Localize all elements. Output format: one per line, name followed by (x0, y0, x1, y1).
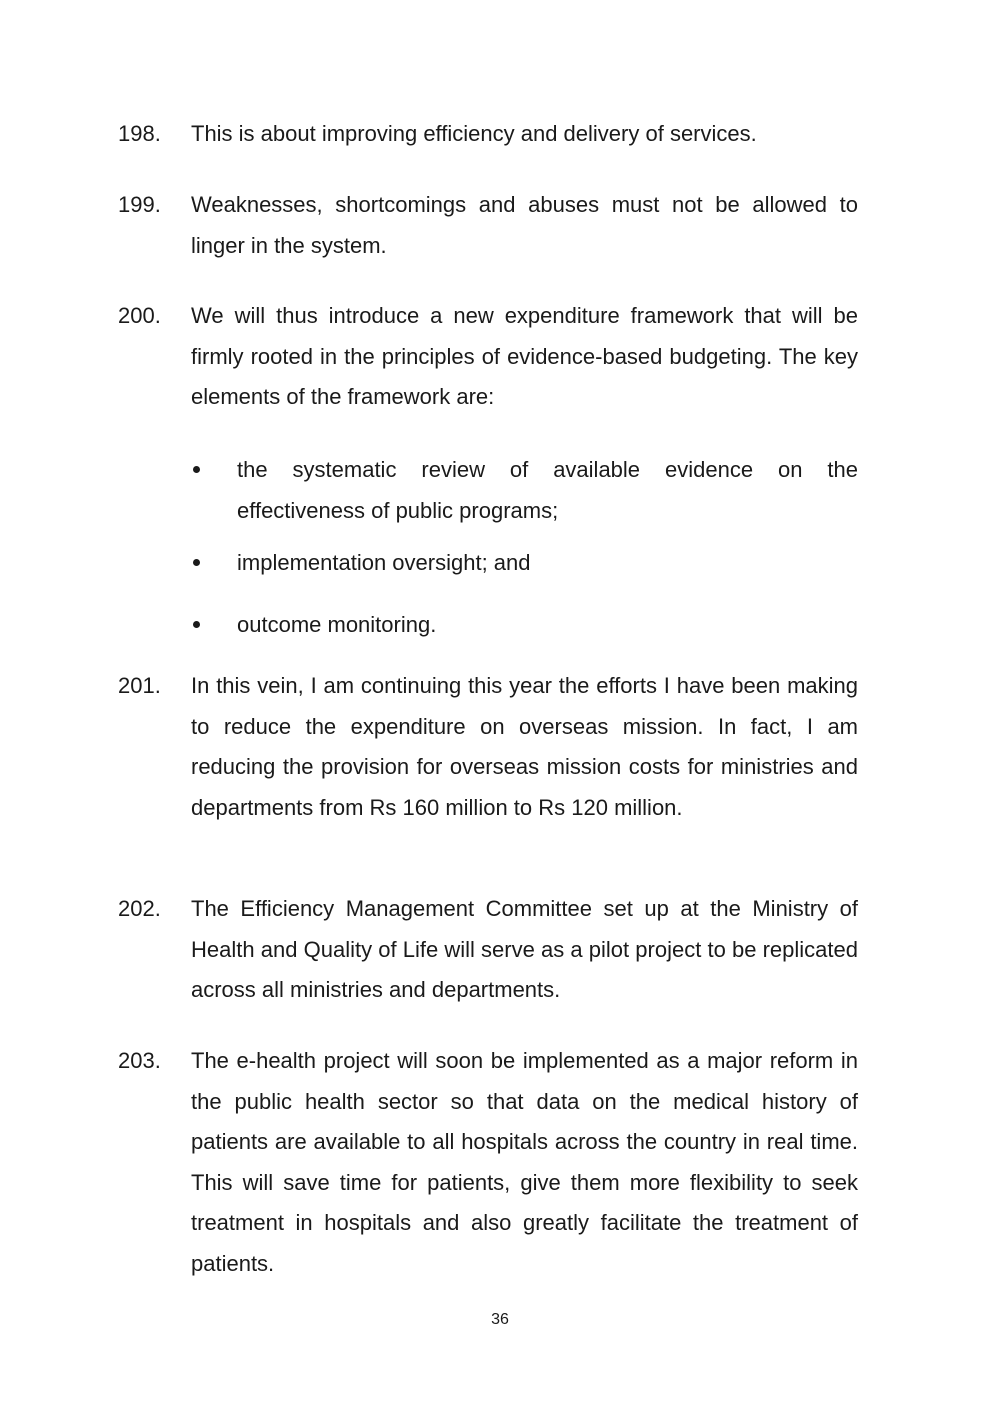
bullet-icon (193, 466, 200, 473)
framework-elements-list (190, 450, 858, 645)
paragraph-text: The Efficiency Management Committee set up at the Ministry of Health and Quality of Life will serve as a pilot project to be replicated across all ministries and departments. (191, 896, 858, 1002)
page-number: 36 (491, 1311, 509, 1328)
paragraph-number: 200. (118, 303, 161, 328)
list-item (190, 605, 858, 646)
paragraph-text: This is about improving efficiency and delivery of services. (191, 121, 757, 146)
list-item-text: implementation oversight; and (237, 550, 531, 575)
paragraph-text: Weaknesses, shortcomings and abuses must not be allowed to linger in the system. (191, 192, 858, 258)
paragraph-number: 202. (118, 896, 161, 921)
paragraph-number: 199. (118, 192, 161, 217)
paragraph-text: We will thus introduce a new expenditure framework that will be firmly rooted in the principles of evidence-based budgeting. The key elements of the framework are: (191, 303, 858, 409)
paragraph-text: The e-health project will soon be implemented as a major reform in the public health sector so that data on the medical history of patients are available to all hospitals across the country in real time. This will save time for patients, give them more flexibility to seek treatment in hospitals and also greatly facilitate the treatment of patients. (191, 1048, 858, 1276)
bullet-icon (193, 621, 200, 628)
paragraph-number: 198. (118, 121, 161, 146)
bullet-icon (193, 559, 200, 566)
paragraph-text: In this vein, I am continuing this year the efforts I have been making to reduce the expenditure on overseas mission. In fact, I am reducing the provision for overseas mission costs for ministries and departments from Rs 160 million to Rs 120 million. (191, 673, 858, 820)
paragraph-number: 201. (118, 673, 161, 698)
list-item (190, 450, 858, 531)
list-item-text: outcome monitoring. (237, 611, 437, 637)
paragraph-number: 203. (118, 1048, 161, 1073)
list-item (190, 543, 858, 584)
list-item-text: the systematic review of available evidence on the effectiveness of public programs; (237, 457, 858, 523)
